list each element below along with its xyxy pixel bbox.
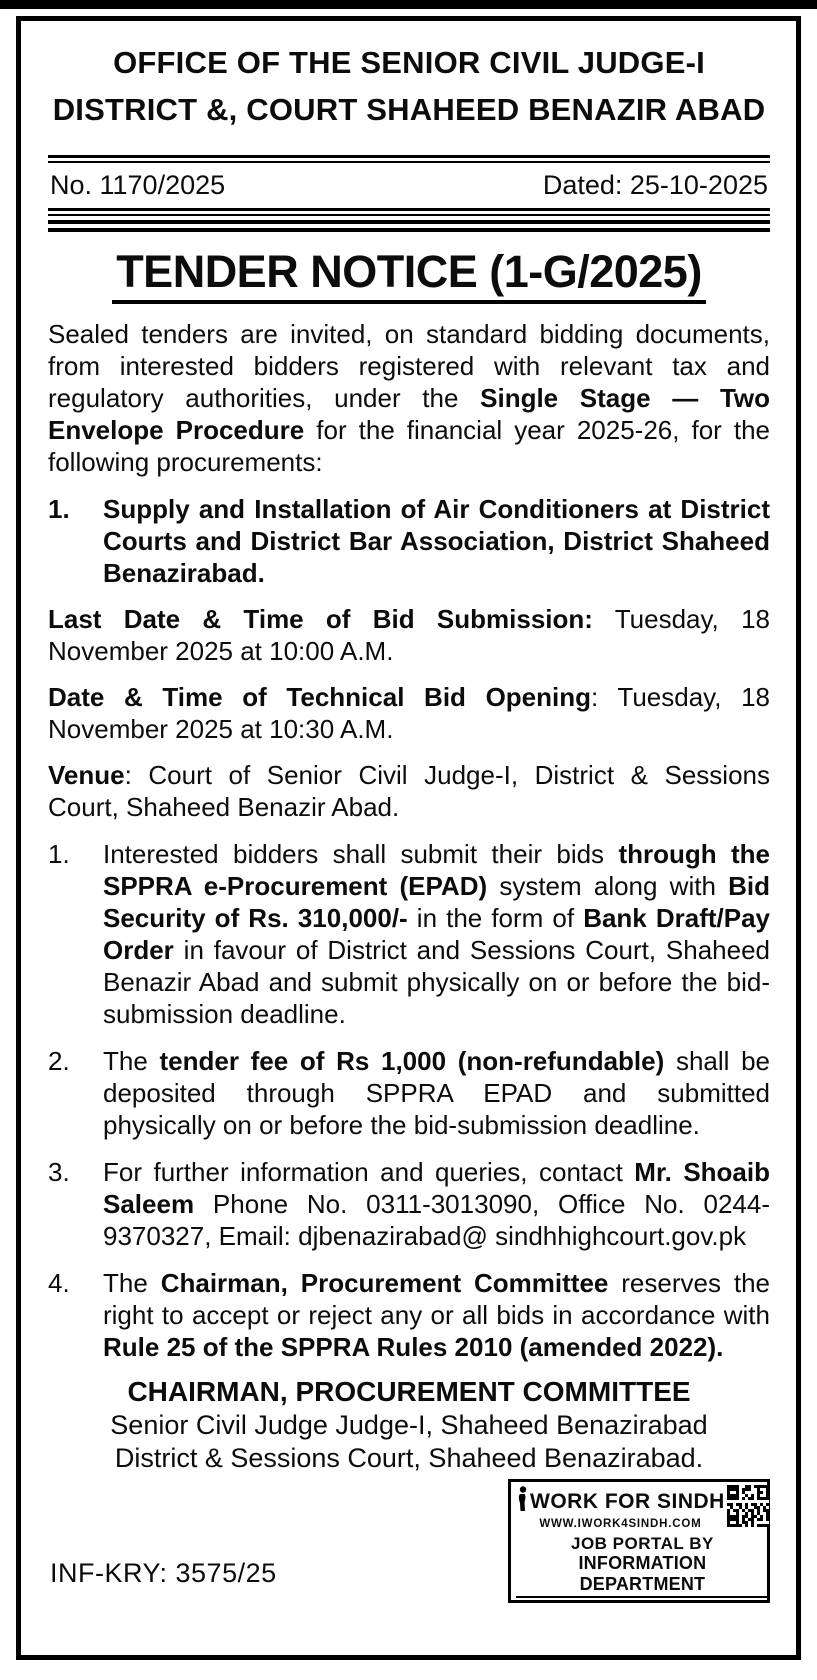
portal-line2: INFORMATION DEPARTMENT bbox=[516, 1553, 769, 1598]
bid-submission-deadline: Last Date & Time of Bid Submission: Tuesday, 18 November 2025 at 10:00 A.M. bbox=[48, 604, 770, 666]
tender-notice-document bbox=[16, 16, 801, 1660]
condition-item-4 bbox=[48, 1267, 770, 1363]
reference-row bbox=[48, 163, 770, 208]
condition-4-text: The Chairman, Procurement Committee reserves the right to accept or reject any or all bids in accordance with Rule 25 of the SPPRA Rules 2010 (amended 2022). bbox=[103, 1268, 770, 1362]
condition-1-text: Interested bidders shall submit their bids through the SPPRA e-Procurement (EPAD) system along with Bid Security of Rs. 310,000/- in the form of Bank Draft/Pay Order in favour of District and Sessions Court, Shaheed Benazir Abad and submit physically on or before the bid-submission deadline. bbox=[103, 839, 771, 1029]
office-header-line1: OFFICE OF THE SENIOR CIVIL JUDGE-I bbox=[113, 45, 705, 80]
heavy-double-rule bbox=[48, 220, 770, 232]
reference-section bbox=[48, 155, 770, 232]
logo-portal-block bbox=[516, 1534, 769, 1598]
technical-bid-opening: Date & Time of Technical Bid Opening: Tuesday, 18 November 2025 at 10:30 A.M. bbox=[48, 682, 771, 744]
iwork-person-icon bbox=[516, 1486, 529, 1517]
condition-3-number: 3. bbox=[48, 1157, 70, 1187]
condition-1-number: 1. bbox=[48, 839, 70, 869]
logo-text-block bbox=[516, 1486, 725, 1531]
inf-reference-number: INF-KRY: 3575/25 bbox=[50, 1558, 277, 1588]
notice-date: Dated: 25-10-2025 bbox=[542, 170, 768, 200]
page-top-black-bar bbox=[0, 0, 817, 9]
signatory-designation: Senior Civil Judge Judge-I, Shaheed Benazirabad bbox=[110, 1410, 708, 1440]
double-rule-bottom bbox=[48, 208, 770, 216]
signatory-title: CHAIRMAN, PROCUREMENT COMMITTEE bbox=[127, 1376, 691, 1407]
double-rule-top bbox=[48, 155, 770, 163]
venue: Venue: Court of Senior Civil Judge-I, District & Sessions Court, Shaheed Benazir Abad. bbox=[48, 760, 770, 822]
condition-item-3 bbox=[48, 1156, 770, 1252]
condition-item-1 bbox=[48, 838, 770, 1030]
footer bbox=[48, 1479, 770, 1603]
office-header-line2: DISTRICT &, COURT SHAHEED BENAZIR ABAD bbox=[52, 92, 766, 127]
condition-2-text: The tender fee of Rs 1,000 (non-refundable) shall be deposited through SPPRA EPAD and submitted physically on or before the bid-submission deadline. bbox=[103, 1046, 771, 1140]
title-section bbox=[48, 248, 770, 304]
office-header bbox=[48, 39, 770, 133]
work-for-sindh-logo-box bbox=[508, 1479, 770, 1603]
condition-2-number: 2. bbox=[48, 1046, 70, 1076]
condition-4-number: 4. bbox=[48, 1268, 70, 1298]
logo-website: WWW.IWORK4SINDH.COM bbox=[539, 1518, 702, 1530]
logo-title: WORK FOR SINDH bbox=[530, 1490, 725, 1513]
procurement-item-1 bbox=[48, 493, 770, 589]
procurement-item-number: 1. bbox=[48, 494, 70, 524]
condition-item-2 bbox=[48, 1045, 770, 1141]
notice-number: No. 1170/2025 bbox=[50, 170, 226, 200]
signatory-office: District & Sessions Court, Shaheed Benazirabad. bbox=[114, 1443, 704, 1473]
signature-block bbox=[48, 1375, 770, 1475]
portal-line1: JOB PORTAL BY bbox=[570, 1534, 714, 1553]
condition-3-text: For further information and queries, contact Mr. Shoaib Saleem Phone No. 0311-3013090, Office No. 0244-9370327, Email: djbenazirabad@ sindhhighcourt.gov.pk bbox=[103, 1157, 770, 1251]
procurement-item-text: Supply and Installation of Air Conditioners at District Courts and District Bar Association, District Shaheed Benazirabad. bbox=[103, 494, 770, 588]
tender-notice-title: TENDER NOTICE (1-G/2025) bbox=[112, 248, 706, 304]
qr-code bbox=[727, 1485, 769, 1532]
intro-paragraph: Sealed tenders are invited, on standard bidding documents, from interested bidders registered with relevant tax and regulatory authorities, under the Single Stage — Two Envelope Procedure for the financial year 2025-26, for the following procurements: bbox=[48, 319, 771, 477]
